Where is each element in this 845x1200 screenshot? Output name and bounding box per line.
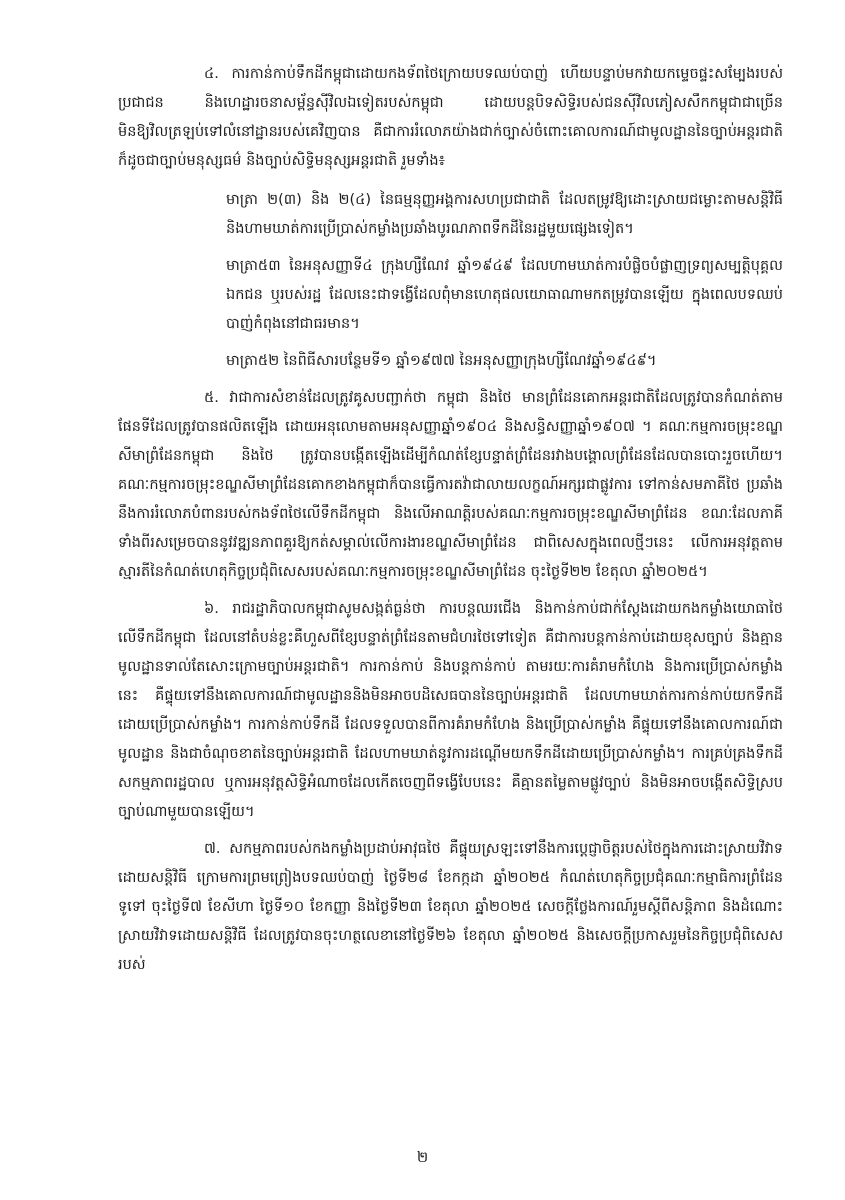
reference-geneva-convention-iv: មាត្រា៥៣ នៃអនុសញ្ញាទី៤ ក្រុងហ្សឺណែវ ឆ្នាំ១៩៤៩ ដែលហាមឃាត់ការបំផ្លិចបំផ្លាញទ្រព្យសម្បត្តិបុគ្គលឯកជន ឬរបស់រដ្ឋ ដែលនេះជាទង្វើដែលពុំមានហេតុផលយោធាណាមកតម្រូវបានឡើយ ក្នុងពេលបទឈប់បាញ់កំពុងនៅជាធរមាន។ [226,258,783,332]
paragraph-5: ៥. វាជាការសំខាន់ដែលត្រូវគូសបញ្ជាក់ថា កម្ពុជា និងថៃ មានព្រំដែនគោកអន្តរជាតិដែលត្រូវបានកំណត់តាមផែនទីដែលត្រូវបានផលិតឡើង ដោយអនុលោមតាមអនុសញ្ញាឆ្នាំ១៩០៤ និងសន្ធិសញ្ញាឆ្នាំ១៩០៧ ។ គណៈកម្មការចម្រុះខណ្ឌសីមាព្រំដែនកម្ពុជា និងថៃ ត្រូវបានបង្កើតឡើងដើម្បីកំណត់ខ្សែបន្ទាត់ព្រំដែនរវាងបង្គោលព្រំដែនដែលបានបោះរួចហើយ។ គណៈកម្មការចម្រុះខណ្ឌសីមាព្រំដែនគោកខាងកម្ពុជាក៏បានធ្វើការតវ៉ាជាលាយលក្ខណ៍អក្សរជាផ្លូវការ ទៅកាន់សមភាគីថៃ ប្រឆាំងនឹងការរំលោភបំពានរបស់កងទ័ពថៃលើទឹកដីកម្ពុជា និងលើអាណត្តិរបស់គណៈកម្មការចម្រុះខណ្ឌសីមាព្រំដែន ខណៈដែលភាគីទាំងពីរសម្រេចបាននូវវឌ្ឍនភាពគួរឱ្យកត់សម្គាល់លើការងារខណ្ឌសីមាព្រំដែន ជាពិសេសក្នុងពេលថ្មីៗនេះ លើការអនុវត្តតាមស្មារតីនៃកំណត់ហេតុកិច្ចប្រជុំពិសេសរបស់គណៈកម្មការចម្រុះខណ្ឌសីមាព្រំដែន ចុះថ្ងៃទី២២ ខែតុលា ឆ្នាំ២០២៥។ [118,390,783,580]
reference-un-charter: មាត្រា ២(៣) និង ២(៤) នៃធម្មនុញ្ញអង្គការសហប្រជាជាតិ ដែលតម្រូវឱ្យដោះស្រាយជម្លោះតាមសន្តិវិធី និងហាមឃាត់ការប្រើប្រាស់កម្លាំងប្រឆាំងបូរណភាពទឹកដីនៃរដ្ឋមួយផ្សេងទៀត។ [226,192,783,237]
paragraph-7: ៧. សកម្មភាពរបស់កងកម្លាំងប្រដាប់អាវុធថៃ គឺផ្ទុយស្រឡះទៅនឹងការប្តេជ្ញាចិត្តរបស់ថៃក្នុងការដោះស្រាយវិវាទដោយសន្តិវិធី ក្រោមការព្រមព្រៀងបទឈប់បាញ់ ថ្ងៃទី២៨ ខែកក្កដា ឆ្នាំ២០២៥ កំណត់ហេតុកិច្ចប្រជុំគណៈកម្មាធិការព្រំដែនទូទៅ ចុះថ្ងៃទី៧ ខែសីហា ថ្ងៃទី១០ ខែកញ្ញា និងថ្ងៃទី២៣ ខែតុលា ឆ្នាំ២០២៥ សេចក្តីថ្លែងការណ៍រួមស្តីពីសន្តិភាព និងដំណោះស្រាយវិវាទដោយសន្តិវិធី ដែលត្រូវបានចុះហត្ថលេខានៅថ្ងៃទី២៦ ខែតុលា ឆ្នាំ២០២៥ និងសេចក្តីប្រកាសរួមនៃកិច្ចប្រជុំពិសេសរបស់ [118,841,783,973]
reference-additional-protocol-i: មាត្រា៥២ នៃពិធីសារបន្ថែមទី១ ឆ្នាំ១៩៧៧ នៃអនុសញ្ញាក្រុងហ្សឺណែវឆ្នាំ១៩៤៩។ [226,353,657,369]
paragraph-6: ៦. រាជរដ្ឋាភិបាលកម្ពុជាសូមសង្កត់ធ្ងន់ថា ការបន្តឈរជើង និងកាន់កាប់ជាក់ស្តែងដោយកងកម្លាំងយោធាថៃលើទឹកដីកម្ពុជា ដែលនៅតំបន់ខ្លះគឺហួសពីខ្សែបន្ទាត់ព្រំដែនតាមជំហរថៃទៅទៀត គឺជាការបន្តកាន់កាប់ដោយខុសច្បាប់ និងគ្មានមូលដ្ឋានទាល់តែសោះក្រោមច្បាប់អន្តរជាតិ។ ការកាន់កាប់ និងបន្តកាន់កាប់ តាមរយៈការគំរាមកំហែង និងការប្រើប្រាស់កម្លាំងនេះ គឺផ្ទុយទៅនឹងគោលការណ៍ជាមូលដ្ឋាននិងមិនអាចបដិសេធបាននៃច្បាប់អន្តរជាតិ ដែលហាមឃាត់ការកាន់កាប់យកទឹកដីដោយប្រើប្រាស់កម្លាំង។ ការកាន់កាប់ទឹកដី ដែលទទួលបានពីការគំរាមកំហែង និងប្រើប្រាស់កម្លាំង គឺផ្ទុយទៅនឹងគោលការណ៍ជាមូលដ្ឋាន និងជាចំណុចខាតនៃច្បាប់អន្តរជាតិ ដែលហាមឃាត់នូវការដណ្តើមយកទឹកដីដោយប្រើប្រាស់កម្លាំង។ ការគ្រប់គ្រងទឹកដី សកម្មភាពរដ្ឋបាល ឬការអនុវត្តសិទ្ធិអំណាចដែលកើតចេញពីទង្វើបែបនេះ គឺគ្មានតម្លៃតាមផ្លូវច្បាប់ និងមិនអាចបង្កើតសិទ្ធិស្របច្បាប់ណាមួយបានឡើយ។ [118,601,783,820]
paragraph-4: ៤. ការកាន់កាប់ទឹកដីកម្ពុជាដោយកងទ័ពថៃក្រោយបទឈប់បាញ់ ហើយបន្ទាប់មកវាយកម្ទេចផ្ទះសម្បែងរបស់ប្រជាជន និងហេដ្ឋារចនាសម្ព័ន្ធស៊ីវិលឯទៀតរបស់កម្ពុជា ដោយបន្តបិទសិទ្ធិរបស់ជនស៊ីវិលភៀសសឹកកម្ពុជាជាច្រើន មិនឱ្យវិលត្រឡប់ទៅលំនៅដ្ឋានរបស់គេវិញបាន គឺជាការរំលោភយ៉ាងជាក់ច្បាស់ចំពោះគោលការណ៍ជាមូលដ្ឋាននៃច្បាប់អន្តរជាតិ ក៏ដូចជាច្បាប់មនុស្សធម៌ និងច្បាប់សិទ្ធិមនុស្សអន្តរជាតិ រួមទាំង៖ [118,66,783,169]
legal-references-list [226,186,783,376]
page-number: ២ [416,1148,429,1166]
